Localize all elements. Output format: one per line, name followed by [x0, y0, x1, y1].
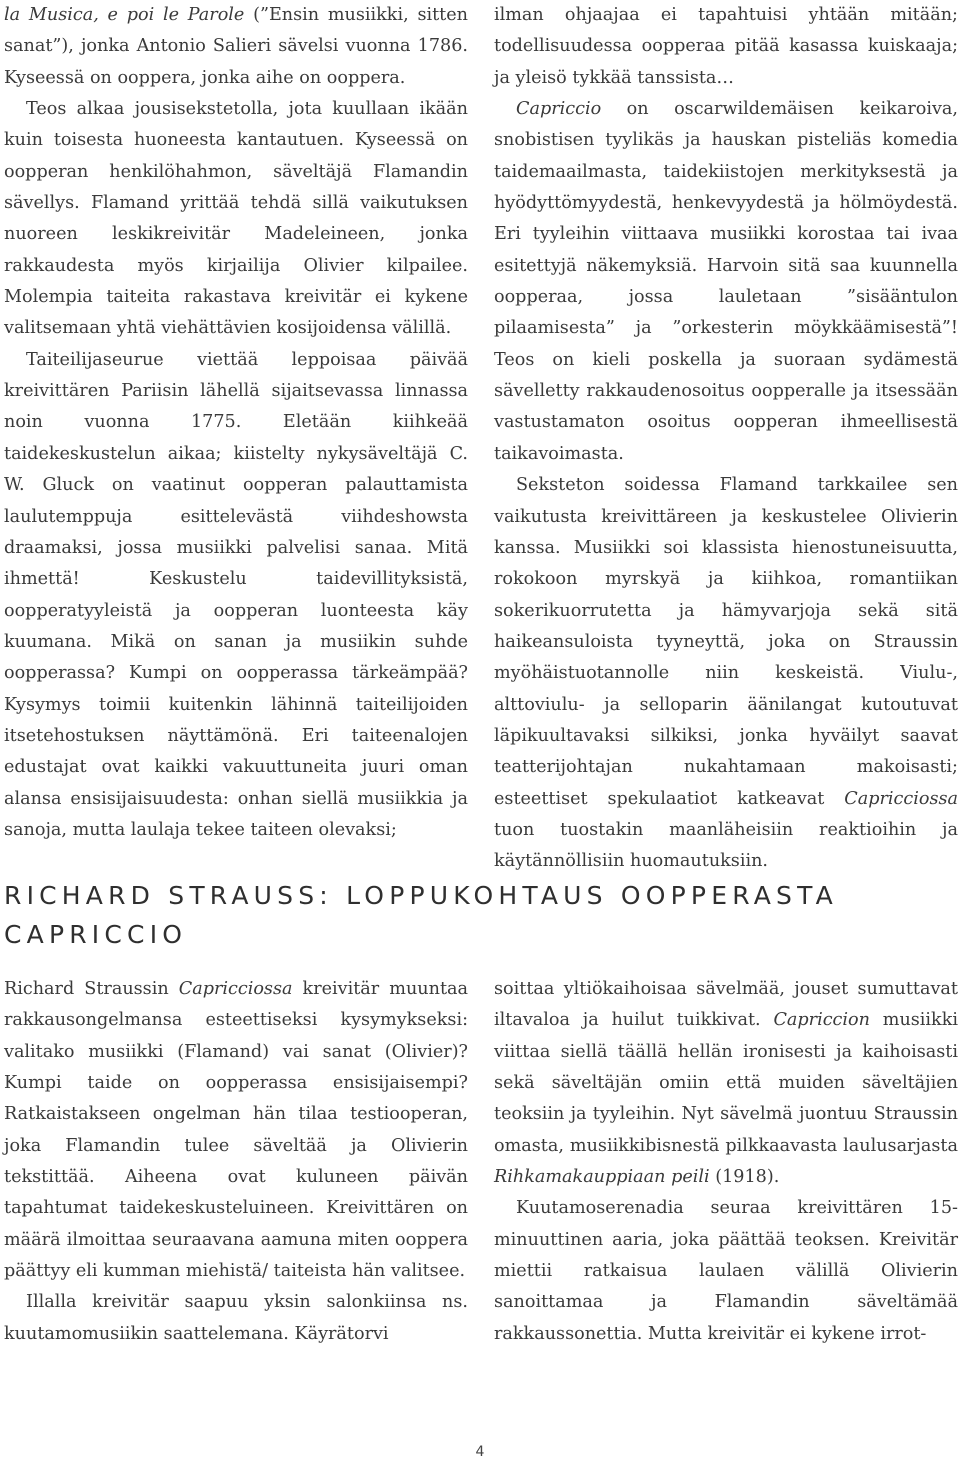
title-italic: Capriccion	[773, 1010, 870, 1031]
bottom-left-column	[4, 974, 468, 1350]
paragraph-text: soittaa yltiökaihoisaa sävelmää, jouset sumuttavat iltavaloa ja huilut tuikkivat.	[494, 979, 958, 1031]
paragraph-text: (1918).	[709, 1167, 780, 1188]
paragraph	[4, 0, 468, 94]
paragraph	[494, 94, 958, 470]
paragraph	[494, 470, 958, 877]
paragraph-text: kreivitär muuntaa rakkausongelmansa esteettiseksi kysymykseksi: valitako musiikki (Flamand) vai sanat (Olivier)? Kumpi taide on oopperassa ensisijaisempi? Ratkaistakseen ongelman hän tilaa testiooperan, joka Flamandin tulee säveltää ja Olivierin tekstittää. Aiheena ovat kuluneen päivän tapahtumat taidekeskusteluineen. Kreivittären on määrä ilmoittaa seuraavana aamuna miten ooppera päättyy eli kumman miehistä/ taiteista hän valitsee.	[4, 979, 469, 1282]
section-heading: RICHARD STRAUSS: LOPPUKOHTAUS OOPPERASTA CAPRICCIO	[4, 881, 838, 949]
paragraph-text: Richard Straussin	[4, 979, 179, 999]
paragraph: ilman ohjaajaa ei tapahtuisi yhtään mitään; todellisuudessa oopperaa pitää kasassa kuiskaaja; ja yleisö tykkää tanssista…	[494, 5, 958, 88]
title-italic: Capricciossa	[844, 788, 958, 809]
page-number: 4	[475, 1444, 485, 1460]
top-left-column	[4, 0, 468, 846]
paragraph: Taiteilijaseurue viettää leppoisaa päivää kreivittären Pariisin lähellä sijaitsevassa linnassa noin vuonna 1775. Eletään kiihkeää taidekeskustelun aikaa; kiistelty nykysäveltäjä C. W. Gluck on vaatinut oopperan palauttamista laulutemppuja esittelevästä viihdeshowsta draamaksi, jossa musiikki palvelisi sanaa. Mitä ihmettä! Keskustelu taidevillityksistä, oopperatyyleistä ja oopperan luonteesta käy kuumana. Mikä on sanan ja musiikin suhde oopperassa? Kumpi on oopperassa tärkeämpää? Kysymys toimii kuitenkin lähinnä taiteilijoiden itsetehostuksen näyttämönä. Eri taiteenalojen edustajat ovat kaikki vakuuttuneita juuri oman alansa ensisijaisuudesta: onhan siellä musiikkia ja sanoja, mutta laulaja tekee taiteen olevaksi;	[4, 349, 468, 840]
title-italic: Rihkamakauppiaan peili	[494, 1167, 710, 1188]
title-italic: Capricciossa	[178, 979, 293, 999]
paragraph	[494, 974, 958, 1193]
bottom-right-column	[494, 974, 958, 1350]
paragraph: Illalla kreivitär saapuu yksin salonkiinsa ns. kuutamomusiikin saattelemana. Käyrätorvi	[4, 1292, 468, 1344]
paragraph-text: Seksteton soidessa Flamand tarkkailee sen vaikutusta kreivittäreen ja keskustelee Olivierin kanssa. Musiikki soi klassista hienostuneisuutta, rokokoon myrskyä ja kiihkoa, romantiikan sokerikuorrutetta ja hämyvarjoja sekä sitä haikeansuloista tyyneyttä, joka on Straussin myöhäistuotannolle niin keskeistä. Viulu-, alttoviulu- ja selloparin äänilangat kutoutuvat läpikuultavaksi silkiksi, jonka hyväilyt saavat teatterijohtajan nukahtamaan makoisasti; esteettiset spekulaatiot katkeavat	[494, 475, 958, 809]
top-right-column	[494, 0, 958, 878]
paragraph-text: musiikki viittaa siellä täällä hellän ironisesti ja kaihoisasti sekä säveltäjän omiin että muiden säveltäjien teoksiin ja tyyleihin. Nyt sävelmä juontuu Straussin omasta, musiikkibisnestä pilkkaavasta laulusarjasta	[494, 1010, 959, 1156]
paragraph	[4, 974, 468, 1287]
paragraph-text: on oscarwildemäisen keikaroiva, snobistisen tyylikäs ja hauskan pisteliäs komedia taidemaailmasta, taidekiistojen merkityksestä ja hyödyttömyydestä, henkevyydestä ja hölmöydestä. Eri tyyleihin viittaava musiikki korostaa tai ivaa esitettyjä näkemyksiä. Harvoin sitä saa kuunnella oopperaa, jossa lauletaan ”sisääntulon pilaamisesta” ja ”orkesterin möykkäämisestä”! Teos on kieli poskella ja suoraan sydämestä sävelletty rakkaudenosoitus oopperalle ja itsessään vastustamaton osoitus oopperan ihmeellisestä taikavoimasta.	[494, 99, 958, 464]
title-italic: Capriccio	[516, 99, 602, 120]
paragraph: Kuutamoserenadia seuraa kreivittären 15-minuuttinen aaria, joka päättää teoksen. Kreivitär miettii ratkaisua laulaen välillä Olivierin sanoittamaa ja Flamandin säveltämää rakkaussonettia. Mutta kreivitär ei kykene irrot-	[494, 1198, 958, 1344]
paragraph-text: tuon tuostakin maanläheisiin reaktioihin ja käytännöllisiin huomautuksiin.	[494, 819, 958, 872]
paragraph: Teos alkaa jousisekstetolla, jota kuullaan ikään kuin toisesta huoneesta kantautuen. Kyseessä on oopperan henkilöhahmon, säveltäjä Flamandin sävellys. Flamand yrittää tehdä sillä vaikutuksen nuoreen leskikreivitär Madeleineen, jonka rakkaudesta myös kirjailija Olivier kilpailee. Molempia taiteita rakastava kreivitär ei kykene valitsemaan yhtä viehättävien kosijoidensa välillä.	[4, 99, 468, 339]
title-italic: la Musica, e poi le Parole	[4, 5, 245, 25]
paragraph-text: (”Ensin musiikki, sitten sanat”), jonka Antonio Salieri sävelsi vuonna 1786. Kyseessä on ooppera, jonka aihe on ooppera.	[4, 5, 468, 88]
